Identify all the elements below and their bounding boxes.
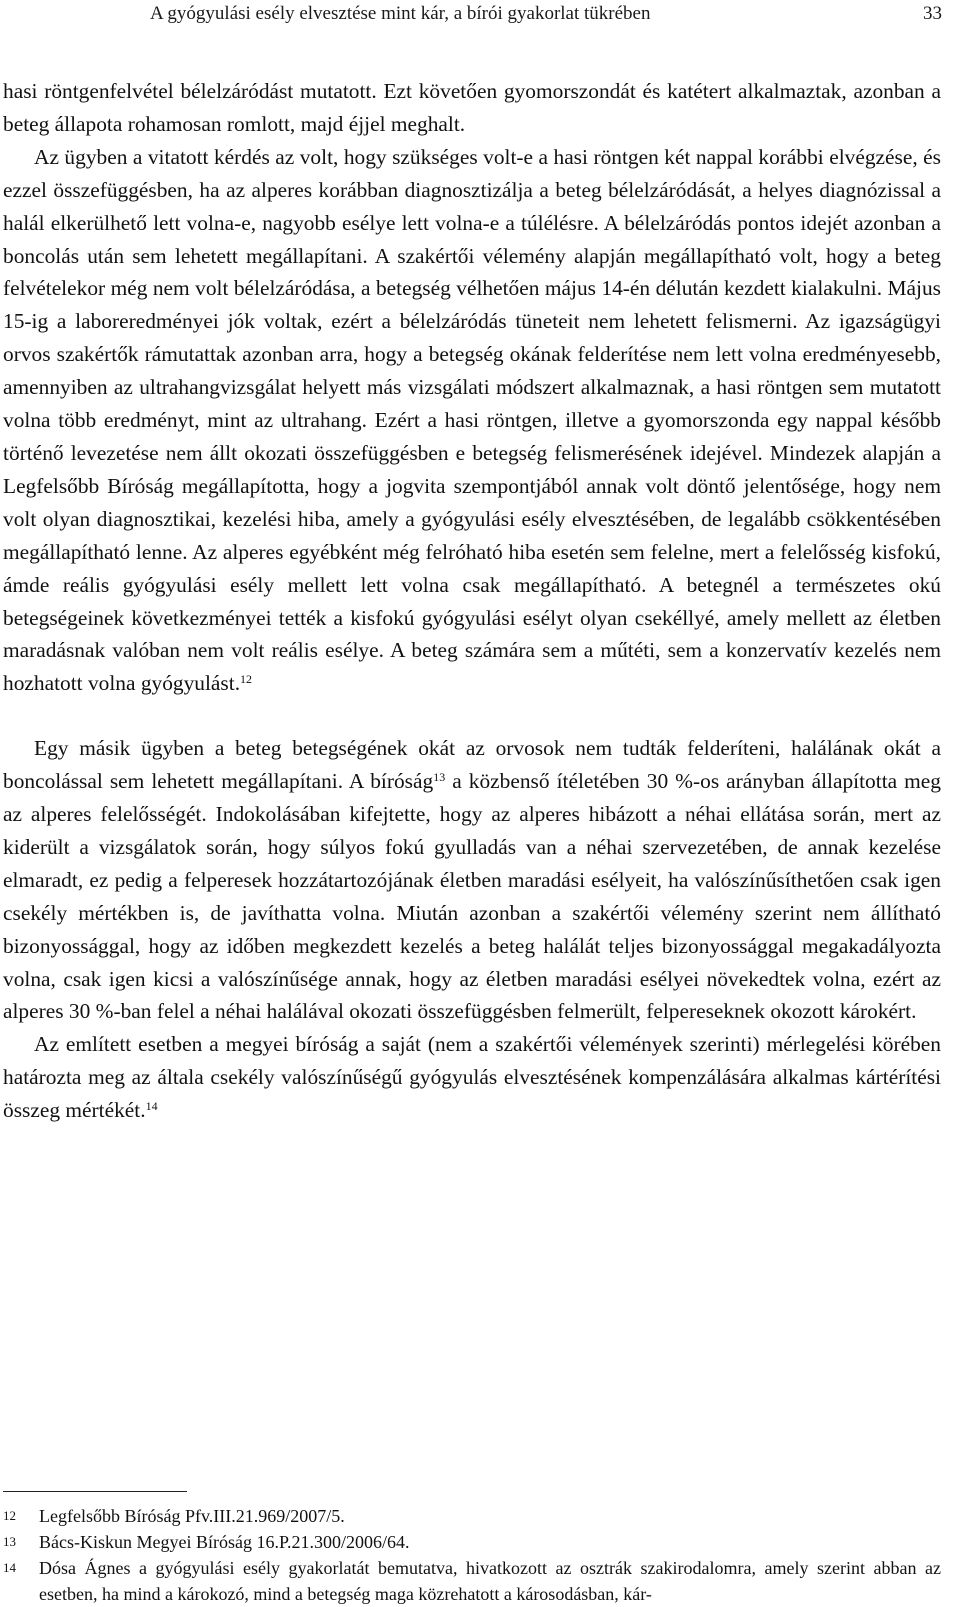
- main-text: [3, 75, 941, 1127]
- footnote-12: [3, 1503, 941, 1529]
- footnote-number: 12: [3, 1508, 16, 1523]
- footnote-14: [3, 1555, 941, 1607]
- running-header: [150, 2, 942, 26]
- footnotes: [3, 1503, 941, 1607]
- paragraph-text: Az ügyben a vitatott kérdés az volt, hogy szükséges volt-e a hasi röntgen két nappal korábbi elvégzése, és ezzel összefüggésben, ha az alperes korábban diagnosztizálja a beteg bélelzáródását, a helyes diagnózissal a halál elkerülhető lett volna-e, nagyobb esélye lett volna-e a túlélésre. A bélelzáródás pontos idejét azonban a boncolás után sem lehetett megállapítani. A szakértői vélemény alapján megállapítható volt, hogy a beteg felvételekor még nem volt bélelzáródása, a betegség vélhetően május 14-én délután kezdett kialakulni. Május 15-ig a laboreredményei jók voltak, ezért a bélelzáródás tüneteit nem lehetett felismerni. Az igazságügyi orvos szakértők rámutattak azonban arra, hogy a betegség okának felderítése nem lett volna eredményesebb, amennyiben az ultrahangvizsgálat helyett más vizsgálati módszert alkalmaznak, a hasi röntgen sem mutatott volna több eredményt, mint az ultrahang. Ezért a hasi röntgen, illetve a gyomorszonda egy nappal később történő levezetése nem állt okozati összefüggésben e betegség felismerésének idejével. Mindezek alapján a Legfelsőbb Bíróság megállapította, hogy a jogvita szempontjából annak volt döntő jelentősége, hogy nem volt olyan diagnosztikai, kezelési hiba, amely a gyógyulási esély elvesztésében, de legalább csökkentésében megállapítható lenne. Az alperes egyébként még felróható hiba esetén sem felelne, mert a felelősség kisfokú, ámde reális gyógyulási esély mellett lett volna csak megállapítható. A betegnél a természetes okú betegségeinek következményei tették a kisfokú gyógyulási esélyt olyan csekéllyé, amely mellett az életben maradásnak valóban nem volt reális esélye. A beteg számára sem a műtéti, sem a konzervatív kezelés nem hozhatott volna gyógyulást.: [3, 144, 941, 696]
- paragraph-second-case: [3, 732, 941, 1028]
- footnote-reference[interactable]: 13: [433, 770, 446, 785]
- running-title: A gyógyulási esély elvesztése mint kár, a bírói gyakorlat tükrében: [150, 3, 651, 24]
- footnote-text: Bács-Kiskun Megyei Bíróság 16.P.21.300/2006/64.: [39, 1532, 410, 1552]
- paragraph-text: hasi röntgenfelvétel bélelzáródást mutatott. Ezt követően gyomorszondát és katétert alkalmaztak, azonban a beteg állapota rohamosan romlott, majd éjjel meghalt.: [3, 79, 941, 136]
- footnote-number: 13: [3, 1534, 16, 1549]
- footnote-number: 14: [3, 1560, 16, 1575]
- footnote-13: [3, 1529, 941, 1555]
- page-number: 33: [923, 3, 942, 24]
- paragraph-text: a közbenső ítéletében 30 %-os arányban állapította meg az alperes felelősségét. Indokolásában kifejtette, hogy az alperes hibázott a néhai ellátása során, mert az kiderült a vizsgálatok során, hogy súlyos fokú gyulladás van a néhai szervezetében, de annak kezelése elmaradt, ez pedig a felperesek hozzátartozójának életben maradási esélyeit, ha valószínűsíthetően csak igen csekély mértékben is, de javíthatta volna. Miután azonban a szakértői vélemény szerint nem állítható bizonyossággal, hogy az időben megkezdett kezelés a beteg halálát teljes bizonyossággal megakadályozta volna, csak igen kicsi a valószínűsége annak, hogy az életben maradási esélyei növekedtek volna, ezért az alperes 30 %-ban felel a néhai halálával okozati összefüggésben felmerült, felpereseknek okozott károkért.: [3, 769, 941, 1024]
- paragraph-case-analysis: [3, 141, 941, 700]
- footnote-divider: [3, 1491, 187, 1492]
- paragraph-continuation: [3, 75, 941, 141]
- footnote-text: Legfelsőbb Bíróság Pfv.III.21.969/2007/5.: [39, 1506, 345, 1526]
- paragraph-conclusion: [3, 1028, 941, 1127]
- paragraph-text: Egy másik ügyben a beteg betegségének okát az orvosok nem tudták felderíteni, halálának okát a boncolással sem lehetett megállapítani. A bíróság: [3, 736, 941, 794]
- footnote-reference[interactable]: 12: [240, 672, 253, 687]
- footnote-reference[interactable]: 14: [145, 1099, 158, 1114]
- paragraph-text: Az említett esetben a megyei bíróság a saját (nem a szakértői vélemények szerinti) mérlegelési körében határozta meg az általa csekély valószínűségű gyógyulás elvesztésének kompenzálására alkalmas kártérítési összeg mértékét.: [3, 1032, 941, 1123]
- footnote-text: Dósa Ágnes a gyógyulási esély gyakorlatát bemutatva, hivatkozott az osztrák szakirodalomra, amely szerint abban az esetben, ha mind a károkozó, mind a betegség maga közrehatott a károsodásban, kár-: [39, 1558, 941, 1604]
